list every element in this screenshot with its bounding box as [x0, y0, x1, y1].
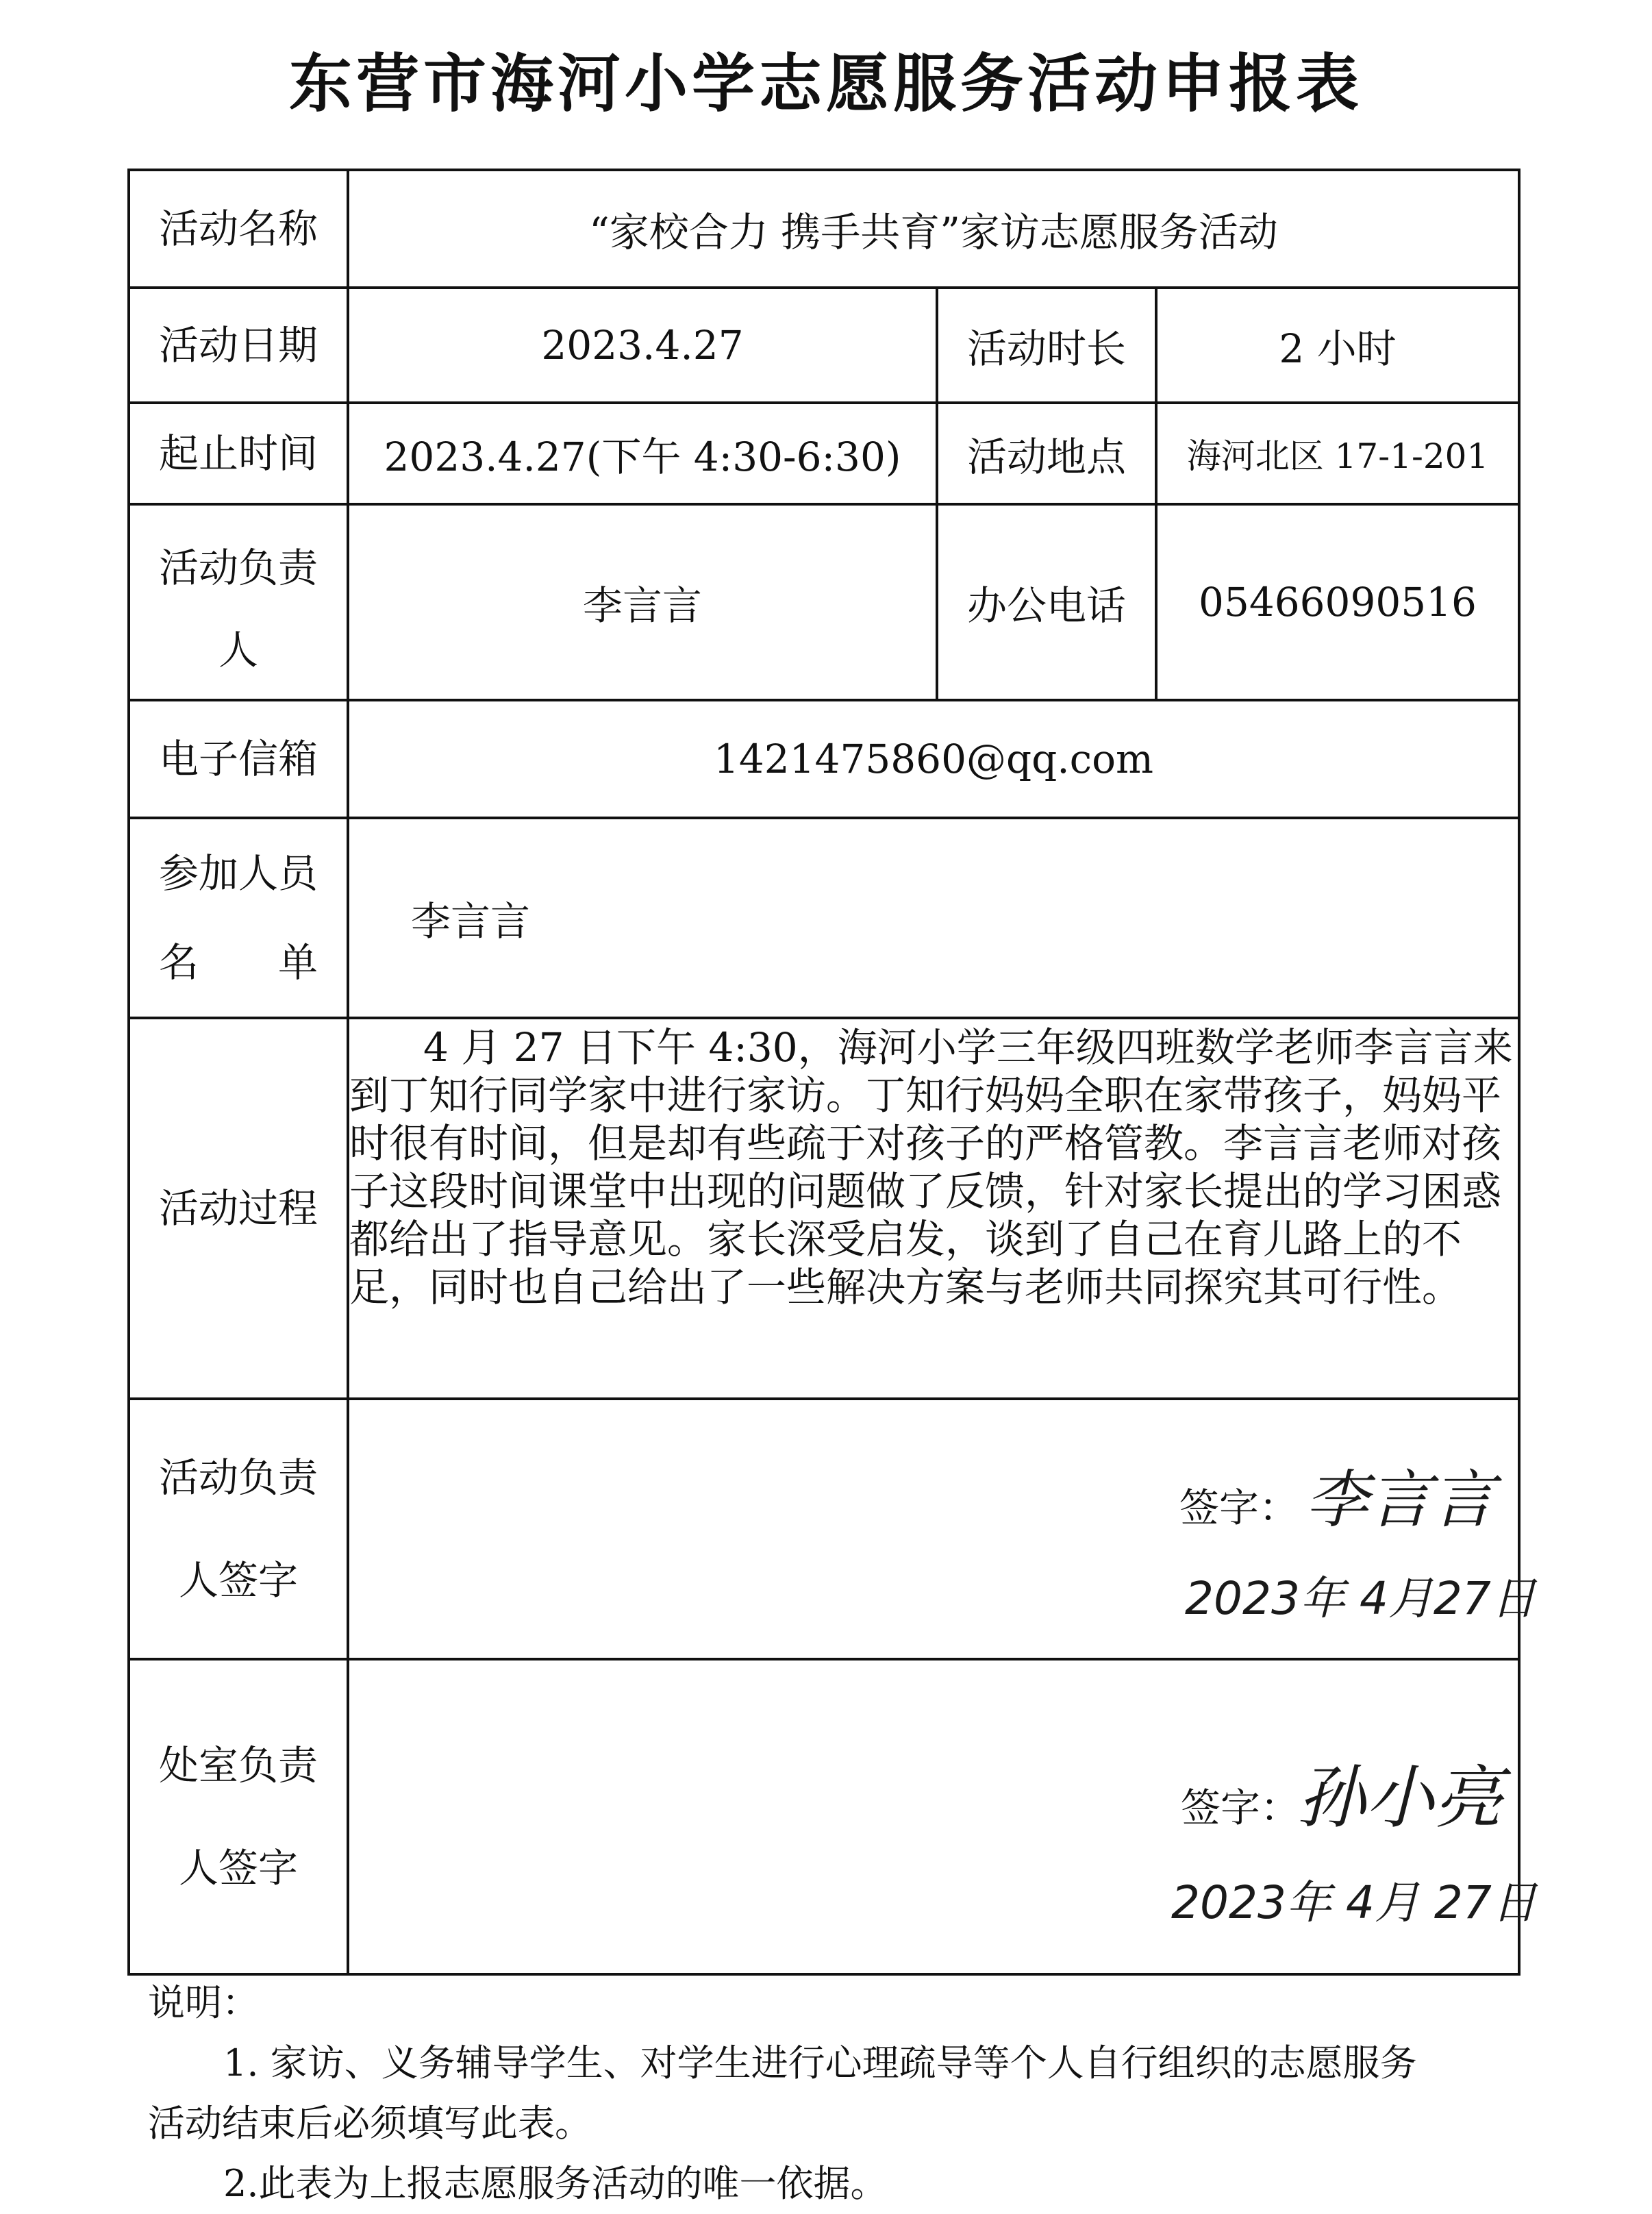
notes-section [148, 1973, 1531, 2214]
duration-label: 活动时长 [937, 288, 1156, 403]
row-leader-sign [129, 1399, 1519, 1659]
email-value: 1421475860@qq.com [348, 700, 1519, 818]
phone-label: 办公电话 [937, 504, 1156, 700]
row-date [129, 288, 1519, 403]
date-label: 活动日期 [129, 288, 348, 403]
time-value: 2023.4.27(下午 4:30-6:30) [348, 403, 937, 504]
phone-value: 05466090516 [1156, 504, 1519, 700]
location-label: 活动地点 [937, 403, 1156, 504]
leader-sign-label-line1: 活动负责 [158, 1454, 318, 1501]
time-label: 起止时间 [129, 403, 348, 504]
office-sign-cell [348, 1659, 1537, 1974]
office-sign-label-line1: 处室负责 [158, 1742, 318, 1789]
notes-item-1-line2: 活动结束后必须填写此表。 [148, 2102, 592, 2145]
date-value: 2023.4.27 [348, 288, 937, 403]
office-sign-label-line2: 人签字 [178, 1845, 298, 1891]
participants-label-line2: 名 单 [158, 939, 318, 986]
row-email [129, 700, 1519, 818]
email-label: 电子信箱 [129, 700, 348, 818]
row-office-sign [129, 1659, 1519, 1974]
leader-sign-prefix: 签字： [1179, 1484, 1299, 1531]
notes-item-2: 2.此表为上报志愿服务活动的唯一依据。 [223, 2162, 888, 2205]
participants-label [129, 818, 348, 1018]
row-process [129, 1018, 1519, 1399]
leader-sign-date: 2023年 4月27日 [1185, 1572, 1536, 1625]
office-sign-date: 2023年 4月 27日 [1171, 1876, 1537, 1929]
location-value: 海河北区 17-1-201 [1156, 403, 1519, 504]
leader-label [129, 504, 348, 700]
application-form-table [127, 169, 1537, 1976]
row-activity-name [129, 170, 1519, 288]
process-text: 4 月 27 日下午 4:30，海河小学三年级四班数学老师李言言来到丁知行同学家中进行家访。丁知行妈妈全职在家带孩子，妈妈平时很有时间，但是却有些疏于对孩子的严格管教。李言言老师对孩子这段时间课堂中出现的问题做了反馈，针对家长提出的学习困惑都给出了指导意见。家长深受启发，谈到了自己在育儿路上的不足，同时也自己给出了一些解决方案与老师共同探究其可行性。 [349, 1024, 1513, 1310]
leader-label-line2: 人 [218, 627, 258, 673]
notes-item-1-line1: 1. 家访、义务辅导学生、对学生进行心理疏导等个人自行组织的志愿服务 [223, 2041, 1417, 2085]
process-cell [348, 1018, 1519, 1399]
leader-label-line1: 活动负责 [158, 545, 318, 591]
office-signature: 孙小亮 [1297, 1758, 1503, 1838]
row-leader [129, 504, 1519, 700]
duration-value: 2 小时 [1156, 288, 1519, 403]
process-label: 活动过程 [129, 1018, 348, 1399]
row-participants [129, 818, 1519, 1018]
participants-value: 李言言 [348, 818, 1519, 1018]
activity-name-label: 活动名称 [129, 170, 348, 288]
row-time [129, 403, 1519, 504]
leader-sign-label-line2: 人签字 [178, 1557, 298, 1604]
notes-heading: 说明： [148, 1981, 259, 2024]
office-sign-label [129, 1659, 348, 1974]
leader-value: 李言言 [348, 504, 937, 700]
leader-sign-cell [348, 1399, 1536, 1659]
page-title: 东营市海河小学志愿服务活动申报表 [288, 47, 1363, 121]
participants-label-line1: 参加人员 [158, 850, 318, 897]
activity-name-value: “家校合力 携手共育”家访志愿服务活动 [348, 170, 1519, 288]
leader-signature: 李言言 [1305, 1463, 1495, 1537]
office-sign-prefix: 签字： [1181, 1784, 1301, 1831]
leader-sign-label [129, 1399, 348, 1659]
